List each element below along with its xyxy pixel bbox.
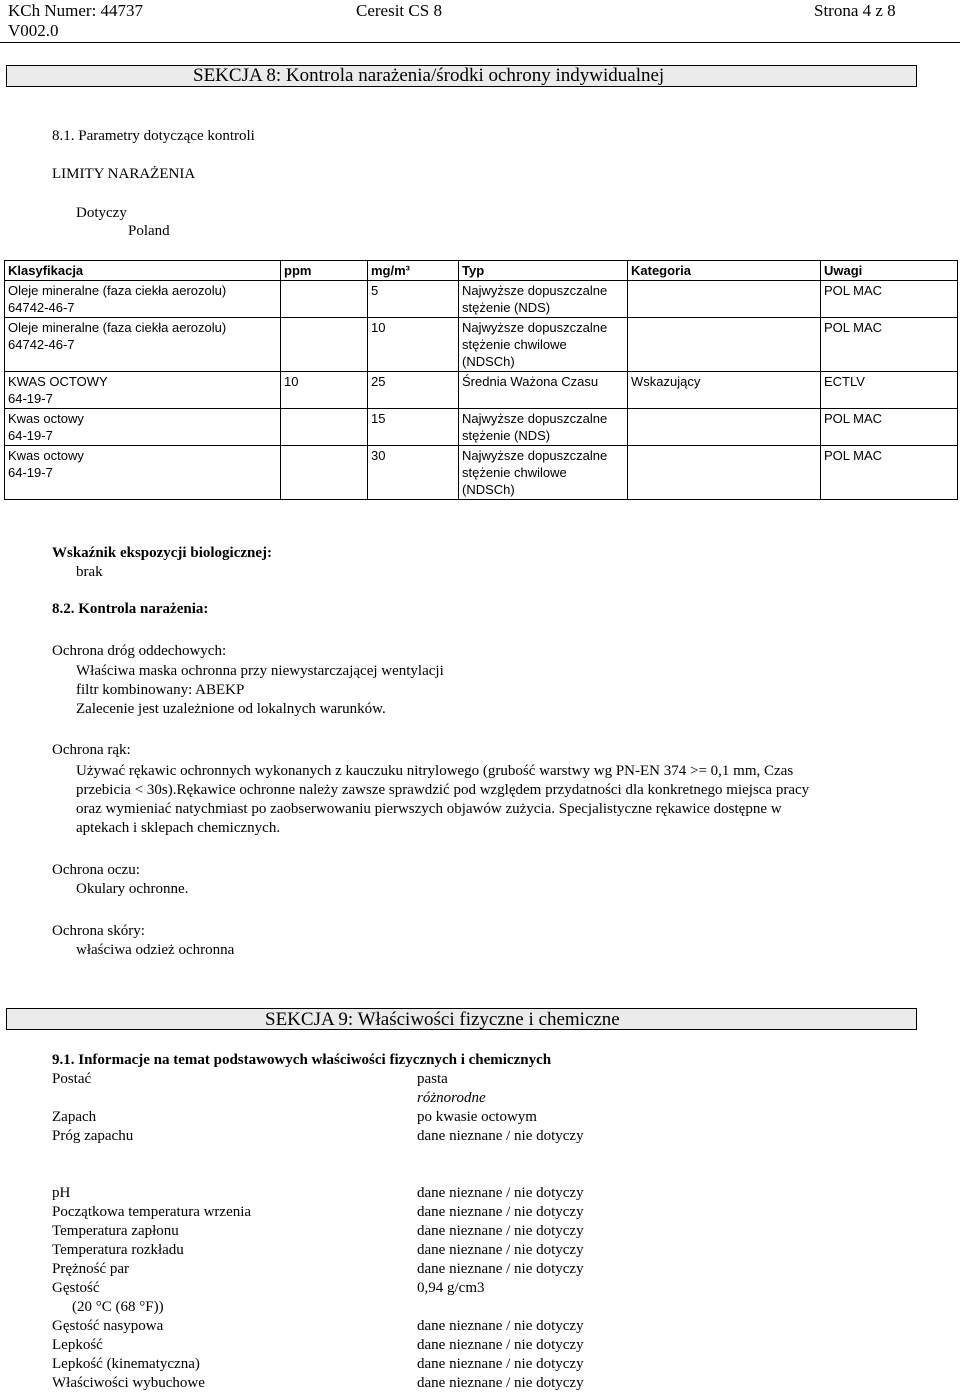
cell-remarks	[821, 446, 958, 500]
cell-classification	[5, 318, 281, 372]
page-number: Strona 4 z 8	[814, 1, 896, 20]
cell-category	[628, 409, 821, 446]
property-value: dane nieznane / nie dotyczy	[417, 1185, 584, 1201]
property-value: dane nieznane / nie dotyczy	[417, 1318, 584, 1334]
cell-classification-line: 64742-46-7	[8, 337, 75, 352]
respiratory-line: Zalecenie jest uzależnione od lokalnych warunków.	[76, 701, 386, 717]
property-row	[52, 1109, 912, 1128]
cell-category	[628, 318, 821, 372]
cell-classification-line: Oleje mineralne (faza ciekła aerozolu)	[8, 283, 227, 298]
property-label: Próg zapachu	[52, 1128, 134, 1144]
table-header-row	[5, 261, 958, 281]
property-row	[52, 1337, 912, 1356]
cell-classification	[5, 281, 281, 318]
cell-remarks	[821, 372, 958, 409]
cell-type	[459, 446, 628, 500]
cell-type-line: stężenie (NDS)	[462, 428, 551, 443]
property-row	[52, 1318, 912, 1337]
properties-list-b	[52, 1185, 912, 1394]
property-row	[52, 1090, 912, 1109]
hand-line: aptekach i sklepach chemicznych.	[76, 820, 281, 836]
cell-category	[628, 281, 821, 318]
cell-classification-line: KWAS OCTOWY	[8, 374, 108, 389]
skin-label: Ochrona skóry:	[52, 923, 145, 939]
property-value: dane nieznane / nie dotyczy	[417, 1375, 584, 1391]
cell-category	[628, 446, 821, 500]
cell-remarks-line: POL MAC	[824, 411, 883, 426]
property-row	[52, 1242, 912, 1261]
cell-ppm	[281, 318, 368, 372]
property-row	[52, 1356, 912, 1375]
section9-title: SEKCJA 9: Właściwości fizyczne i chemiczne	[265, 1009, 620, 1030]
cell-mgm3	[368, 372, 459, 409]
hand-line: Używać rękawic ochronnych wykonanych z kauczuku nitrylowego (grubość warstwy wg PN-EN 374 >= 0,1 mm, Czas	[76, 763, 794, 779]
col-classification: Klasyfikacja	[5, 261, 281, 281]
biological-label: Wskaźnik ekspozycji biologicznej:	[52, 545, 272, 561]
col-category: Kategoria	[628, 261, 821, 281]
cell-category-line: Wskazujący	[631, 374, 701, 389]
eye-label: Ochrona oczu:	[52, 862, 140, 878]
property-label: Zapach	[52, 1109, 97, 1125]
exposure-limits-table	[4, 260, 958, 500]
property-row	[52, 1261, 912, 1280]
cell-ppm	[281, 372, 368, 409]
cell-remarks	[821, 409, 958, 446]
property-row	[52, 1071, 912, 1090]
property-value: dane nieznane / nie dotyczy	[417, 1261, 584, 1277]
limits-title: LIMITY NARAŻENIA	[52, 166, 196, 182]
property-label: pH	[52, 1185, 71, 1201]
property-value: dane nieznane / nie dotyczy	[417, 1128, 584, 1144]
cell-type	[459, 281, 628, 318]
document-version: V002.0	[8, 21, 59, 40]
property-row	[52, 1204, 912, 1223]
eye-value: Okulary ochronne.	[76, 881, 189, 897]
cell-classification-line: Kwas octowy	[8, 411, 84, 426]
cell-ppm-line: 10	[284, 374, 299, 389]
cell-remarks-line: POL MAC	[824, 320, 883, 335]
property-row	[52, 1375, 912, 1394]
respiratory-line: Właściwa maska ochronna przy niewystarczającej wentylacji	[76, 663, 444, 679]
cell-type-line: Najwyższe dopuszczalne	[462, 411, 608, 426]
header-rule	[0, 42, 960, 43]
property-value: dane nieznane / nie dotyczy	[417, 1242, 584, 1258]
respiratory-line: filtr kombinowany: ABEKP	[76, 682, 245, 698]
hand-text	[76, 762, 809, 838]
cell-classification-line: 64-19-7	[8, 465, 53, 480]
property-value: dane nieznane / nie dotyczy	[417, 1337, 584, 1353]
cell-category	[628, 372, 821, 409]
table-row	[5, 446, 958, 500]
product-name: Ceresit CS 8	[356, 1, 442, 20]
cell-remarks	[821, 318, 958, 372]
respiratory-text	[76, 662, 444, 719]
cell-classification	[5, 446, 281, 500]
cell-mgm3	[368, 318, 459, 372]
cell-type-line: stężenie chwilowe	[462, 465, 567, 480]
cell-mgm3-line: 15	[371, 411, 386, 426]
property-label: Temperatura zapłonu	[52, 1223, 179, 1239]
cell-type-line: Średnia Ważona Czasu	[462, 374, 599, 389]
hand-line: oraz wymieniać natychmiast po zaobserwowaniu pierwszych objawów zużycia. Specjalistyczne rękawice dostępne w	[76, 801, 782, 817]
property-label: Lepkość (kinematyczna)	[52, 1356, 200, 1372]
property-label: (20 °C (68 °F))	[72, 1299, 164, 1315]
cell-type-line: Najwyższe dopuszczalne	[462, 320, 608, 335]
col-mgm3: mg/m³	[368, 261, 459, 281]
subsection-8-2: 8.2. Kontrola narażenia:	[52, 601, 209, 617]
cell-mgm3	[368, 409, 459, 446]
section8-title: SEKCJA 8: Kontrola narażenia/środki ochrony indywidualnej	[193, 65, 665, 86]
property-label: Gęstość	[52, 1280, 100, 1296]
cell-type-line: stężenie (NDS)	[462, 300, 551, 315]
property-label: Lepkość	[52, 1337, 103, 1353]
cell-classification	[5, 409, 281, 446]
skin-value: właściwa odzież ochronna	[76, 942, 235, 958]
col-remarks: Uwagi	[821, 261, 958, 281]
col-type: Typ	[459, 261, 628, 281]
cell-mgm3-line: 30	[371, 448, 386, 463]
property-label: Początkowa temperatura wrzenia	[52, 1204, 252, 1220]
cell-type	[459, 318, 628, 372]
cell-classification-line: Oleje mineralne (faza ciekła aerozolu)	[8, 320, 227, 335]
cell-ppm	[281, 409, 368, 446]
cell-mgm3-line: 25	[371, 374, 386, 389]
cell-remarks-line: ECTLV	[824, 374, 865, 389]
property-row	[52, 1280, 912, 1299]
subsection-9-1: 9.1. Informacje na temat podstawowych właściwości fizycznych i chemicznych	[52, 1052, 552, 1068]
biological-value: brak	[76, 564, 103, 580]
col-ppm: ppm	[281, 261, 368, 281]
cell-remarks-line: POL MAC	[824, 448, 883, 463]
table-body	[5, 281, 958, 500]
property-value: dane nieznane / nie dotyczy	[417, 1356, 584, 1372]
cell-type-line: Najwyższe dopuszczalne	[462, 448, 608, 463]
property-label: Postać	[52, 1071, 92, 1087]
subsection-8-1: 8.1. Parametry dotyczące kontroli	[52, 128, 255, 144]
cell-classification-line: Kwas octowy	[8, 448, 84, 463]
property-value: pasta	[417, 1071, 448, 1087]
cell-remarks-line: POL MAC	[824, 283, 883, 298]
property-value: dane nieznane / nie dotyczy	[417, 1223, 584, 1239]
cell-type-line: Najwyższe dopuszczalne	[462, 283, 608, 298]
hand-line: przebicia < 30s).Rękawice ochronne należy zawsze sprawdzić pod względem przydatności dla konkretnego miejsca pracy	[76, 782, 810, 798]
cell-type	[459, 372, 628, 409]
cell-classification-line: 64-19-7	[8, 391, 53, 406]
cell-mgm3	[368, 446, 459, 500]
cell-classification-line: 64-19-7	[8, 428, 53, 443]
property-value: po kwasie octowym	[417, 1109, 537, 1125]
cell-remarks	[821, 281, 958, 318]
cell-type-line: (NDSCh)	[462, 354, 515, 369]
property-label: Prężność par	[52, 1261, 130, 1277]
properties-list-a	[52, 1071, 912, 1147]
cell-classification	[5, 372, 281, 409]
table-row	[5, 372, 958, 409]
property-row	[52, 1223, 912, 1242]
table-row	[5, 318, 958, 372]
applies-label: Dotyczy	[76, 205, 127, 221]
cell-classification-line: 64742-46-7	[8, 300, 75, 315]
hand-label: Ochrona rąk:	[52, 742, 131, 758]
cell-type-line: (NDSCh)	[462, 482, 515, 497]
cell-type	[459, 409, 628, 446]
document-number: KCh Numer: 44737	[8, 1, 144, 20]
respiratory-label: Ochrona dróg oddechowych:	[52, 643, 227, 659]
property-label: Właściwości wybuchowe	[52, 1375, 205, 1391]
property-label: Temperatura rozkładu	[52, 1242, 184, 1258]
cell-mgm3	[368, 281, 459, 318]
cell-mgm3-line: 5	[371, 283, 379, 298]
property-row	[52, 1299, 912, 1318]
property-row	[52, 1128, 912, 1147]
cell-mgm3-line: 10	[371, 320, 386, 335]
property-value: różnorodne	[417, 1090, 486, 1106]
property-row	[52, 1185, 912, 1204]
cell-ppm	[281, 446, 368, 500]
property-value: 0,94 g/cm3	[417, 1280, 485, 1296]
table-row	[5, 409, 958, 446]
property-label: Gęstość nasypowa	[52, 1318, 164, 1334]
property-value: dane nieznane / nie dotyczy	[417, 1204, 584, 1220]
cell-ppm	[281, 281, 368, 318]
cell-type-line: stężenie chwilowe	[462, 337, 567, 352]
country-label: Poland	[128, 223, 170, 239]
table-row	[5, 281, 958, 318]
